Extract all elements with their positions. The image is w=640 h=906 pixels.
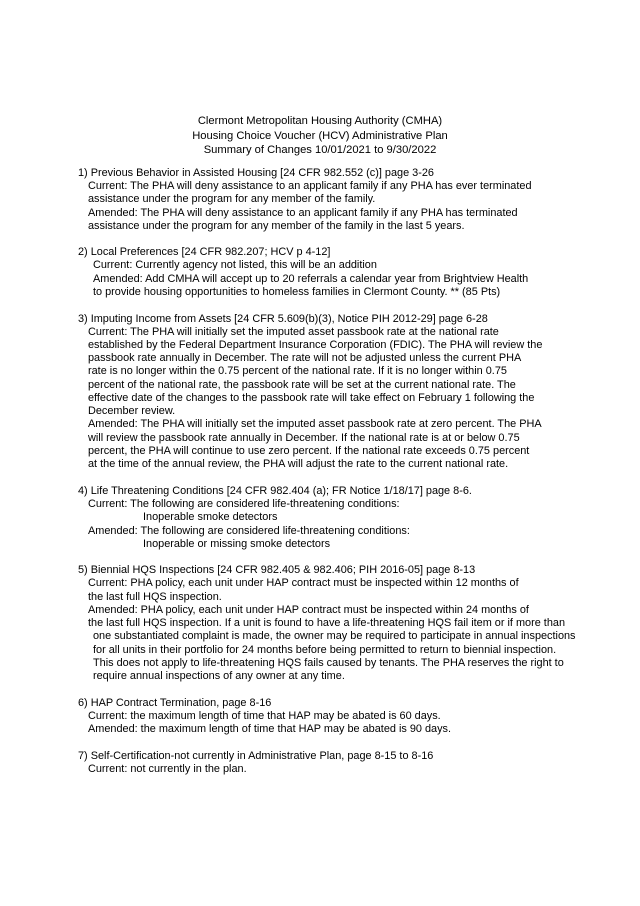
section-6-title: 6) HAP Contract Termination, page 8-16 xyxy=(78,697,272,709)
section-2-line: to provide housing opportunities to homeless families in Clermont County. ** (85 Pts) xyxy=(93,286,501,298)
section-3-line: will review the passbook rate annually in December. If the national rate is at or below 0.75 xyxy=(88,432,520,444)
section-1-line: assistance under the program for any member of the family. xyxy=(88,193,376,205)
section-5-line: require annual inspections of any owner at any time. xyxy=(93,670,345,682)
section-1-line: assistance under the program for any member of the family in the last 5 years. xyxy=(88,220,465,232)
section-3-line: at the time of the annual review, the PHA will adjust the rate to the current national rate. xyxy=(88,458,509,470)
header-line-1: Clermont Metropolitan Housing Authority (CMHA) xyxy=(197,115,443,127)
section-1-line: Current: The PHA will deny assistance to an applicant family if any PHA has ever terminated xyxy=(88,180,532,192)
section-3-line: Current: The PHA will initially set the imputed asset passbook rate at the national rate xyxy=(88,326,499,338)
section-3-line: passbook rate annually in December. The rate will not be adjusted unless the current PHA xyxy=(88,352,522,364)
section-5-line: This does not apply to life-threatening HQS fails caused by tenants. The PHA reserves the right to xyxy=(93,657,564,669)
section-1-line: Amended: The PHA will deny assistance to an applicant family if any PHA has terminated xyxy=(88,207,518,219)
header-line-2: Housing Choice Voucher (HCV) Administrative Plan xyxy=(192,129,448,142)
section-3-line: percent, the PHA will continue to use zero percent. If the national rate exceeds 0.75 percent xyxy=(88,445,530,457)
section-3-line: effective date of the changes to the passbook rate will take effect on February 1 following the xyxy=(88,392,535,404)
section-3-line: rate is no longer within the 0.75 percent of the national rate. If it is no longer within 0.75 xyxy=(88,365,507,377)
section-6-line: Amended: the maximum length of time that HAP may be abated is 90 days. xyxy=(88,723,452,735)
section-4-line: Amended: The following are considered life-threatening conditions: xyxy=(88,525,410,537)
section-5-line: Amended: PHA policy, each unit under HAP contract must be inspected within 24 months of xyxy=(88,604,529,616)
section-5-line: the last full HQS inspection. If a unit is found to have a life-threatening HQS fail item or if more than xyxy=(88,617,566,629)
section-6-line: Current: the maximum length of time that HAP may be abated is 60 days. xyxy=(88,710,441,722)
section-4-title: 4) Life Threatening Conditions [24 CFR 982.404 (a); FR Notice 1/18/17] page 8-6. xyxy=(78,485,472,497)
section-3-line: percent of the national rate, the passbook rate will be set at the current national rate. The xyxy=(88,379,516,391)
section-5-line: one substantiated complaint is made, the owner may be required to participate in annual inspections xyxy=(93,630,576,642)
section-4-line: Current: The following are considered life-threatening conditions: xyxy=(88,498,400,510)
document-header xyxy=(0,114,640,158)
section-3-line: established by the Federal Department Insurance Corporation (FDIC). The PHA will review the xyxy=(88,339,543,351)
section-7-line: Current: not currently in the plan. xyxy=(88,763,247,775)
section-5-line: Current: PHA policy, each unit under HAP contract must be inspected within 12 months of xyxy=(88,577,519,589)
section-7-title: 7) Self-Certification-not currently in Administrative Plan, page 8-15 to 8-16 xyxy=(78,750,434,762)
section-3-line: December review. xyxy=(88,405,176,417)
header-line-3: Summary of Changes 10/01/2021 to 9/30/2022 xyxy=(203,144,437,157)
section-5-line: for all units in their portfolio for 24 months before being permitted to return to biennial inspection. xyxy=(93,644,557,656)
section-3-line: Amended: The PHA will initially set the imputed asset passbook rate at zero percent. The PHA xyxy=(88,418,542,430)
section-2-line: Current: Currently agency not listed, this will be an addition xyxy=(93,259,377,271)
section-4-line: Inoperable or missing smoke detectors xyxy=(143,538,331,550)
section-3-title: 3) Imputing Income from Assets [24 CFR 5.609(b)(3), Notice PIH 2012-29] page 6-28 xyxy=(78,313,488,325)
section-5-title: 5) Biennial HQS Inspections [24 CFR 982.405 & 982.406; PIH 2016-05] page 8-13 xyxy=(78,564,476,576)
section-4-line: Inoperable smoke detectors xyxy=(143,511,278,523)
section-1-title: 1) Previous Behavior in Assisted Housing [24 CFR 982.552 (c)] page 3-26 xyxy=(78,167,434,179)
section-2-line: Amended: Add CMHA will accept up to 20 referrals a calendar year from Brightview Health xyxy=(93,273,529,285)
section-5-line: the last full HQS inspection. xyxy=(88,591,222,603)
section-2-title: 2) Local Preferences [24 CFR 982.207; HCV p 4-12] xyxy=(78,246,331,258)
